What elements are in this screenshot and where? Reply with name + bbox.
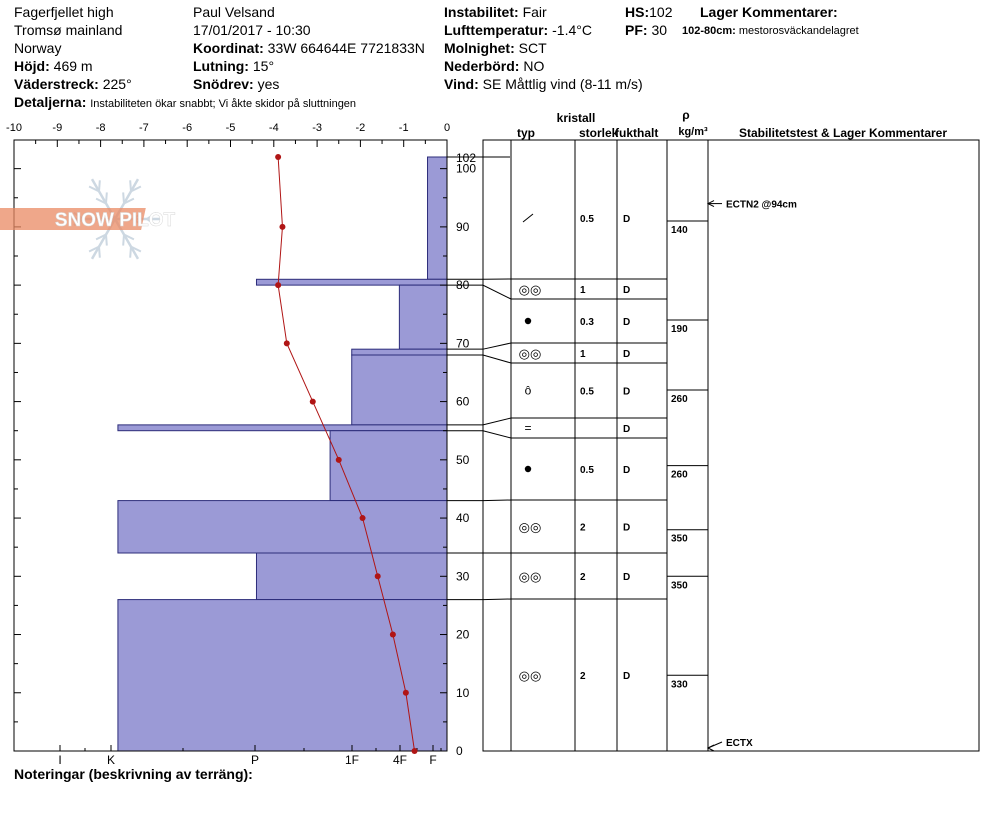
grain-type-newsnow-icon <box>523 214 533 222</box>
stability-test-arrowhead <box>708 745 714 751</box>
stability-test-label: ECTN2 @94cm <box>726 199 797 211</box>
grain-type-melt-form-icon: ◎◎ <box>518 346 542 361</box>
temperature-point <box>275 282 281 288</box>
rho-header: ρ <box>682 108 690 122</box>
density-value: 190 <box>671 324 688 336</box>
hs-value: 102 <box>649 4 673 20</box>
temp-tick-label: -6 <box>182 122 193 134</box>
hardness-bar <box>118 600 447 751</box>
moisture-value: D <box>623 465 631 476</box>
snowflake-branch <box>130 247 131 258</box>
hardness-label: K <box>106 753 116 767</box>
comments-header: Stabilitetstest & Lager Kommentarer <box>738 126 948 140</box>
grain-size-value: 0.5 <box>580 214 594 225</box>
temp-tick-label: -4 <box>268 122 279 134</box>
grain-type-rounded-icon <box>525 318 531 324</box>
details-value: Instabiliteten ökar snabbt; Vi åkte skidor på sluttningen <box>90 98 357 110</box>
layer-connector <box>447 418 511 425</box>
sky-label: Molnighet: <box>444 40 515 56</box>
hs-label: HS: <box>625 4 650 20</box>
location-name: Fagerfjellet high <box>14 4 114 20</box>
snowflake-branch <box>99 180 100 191</box>
density-value: 330 <box>671 679 688 691</box>
temperature-point <box>375 573 381 579</box>
sky-value: SCT <box>518 40 547 56</box>
height-tick-label: 40 <box>456 511 470 526</box>
coordinate-label: Koordinat: <box>193 40 264 56</box>
drift-value: yes <box>257 76 280 92</box>
aspect-label: Väderstreck: <box>14 76 99 92</box>
hardness-label: 4F <box>392 753 408 767</box>
logo-text: SNOW PILOT <box>54 210 176 231</box>
wind-value: SE Måttlig vind (8-11 m/s) <box>482 76 643 92</box>
hardness-label: 1F <box>344 753 360 767</box>
layer-comment-range: 102-80cm: <box>682 25 736 37</box>
airtemp-label: Lufttemperatur: <box>444 22 549 38</box>
snowflake-branch <box>99 247 100 258</box>
layer-connector <box>447 431 511 438</box>
hardness-bar <box>428 157 447 279</box>
hardness-label: F <box>429 753 437 767</box>
grain-type-melt-form-icon: ◎◎ <box>518 519 542 535</box>
type-header: typ <box>517 126 535 140</box>
moisture-value: D <box>623 424 631 435</box>
moisture-value: D <box>623 386 631 398</box>
height-tick-label: 50 <box>456 452 470 467</box>
wind-label: Vind: <box>444 76 479 92</box>
height-tick-label: 10 <box>456 685 470 700</box>
hardness-bar <box>352 355 447 425</box>
moisture-value: D <box>623 572 631 583</box>
hardness-bar <box>256 279 447 285</box>
hardness-bar <box>330 431 447 501</box>
hardness-bar <box>118 425 447 431</box>
temp-tick-label: -3 <box>312 122 322 134</box>
moisture-value: D <box>623 349 631 360</box>
notes-label: Noteringar (beskrivning av terräng): <box>14 766 253 782</box>
observer-name: Paul Velsand <box>193 4 275 20</box>
temp-tick-label: -9 <box>52 122 63 134</box>
snowflake-branch <box>106 192 107 203</box>
moisture-value: D <box>623 317 631 328</box>
precip-value: NO <box>523 58 545 74</box>
moisture-header: fukthalt <box>615 126 659 140</box>
layer-comment-text: mestorosväckandelagret <box>738 25 859 37</box>
grain-size-value: 1 <box>580 285 586 296</box>
temperature-point <box>390 632 396 638</box>
layer-connector <box>447 599 511 600</box>
temp-tick-label: -8 <box>95 122 106 134</box>
height-tick-label: 20 <box>456 627 470 642</box>
grain-size-value: 1 <box>580 349 586 360</box>
temperature-point <box>403 690 409 696</box>
layer-comments-heading: Lager Kommentarer: <box>700 4 838 20</box>
hardness-bar <box>256 553 447 600</box>
grain-size-value: 2 <box>580 522 586 534</box>
size-header: storlek <box>579 126 619 140</box>
density-value: 260 <box>671 393 688 405</box>
elevation-value: 469 m <box>53 58 93 74</box>
stability-test-label: ECTX <box>726 738 753 749</box>
instability-value: Fair <box>522 4 547 20</box>
temp-tick-label: -10 <box>6 122 22 134</box>
temperature-point <box>310 399 316 405</box>
aspect-value: 225° <box>102 76 132 92</box>
grain-size-value: 0.3 <box>580 317 594 328</box>
grain-type-crust-icon: = <box>524 421 532 435</box>
layer-connector <box>447 355 511 363</box>
slope-label: Lutning: <box>193 58 249 74</box>
temp-tick-label: 0 <box>443 122 451 134</box>
grain-size-value: 0.5 <box>580 465 594 476</box>
hardness-bar <box>352 349 447 355</box>
observation-datetime: 17/01/2017 - 10:30 <box>193 22 311 38</box>
instability-label: Instabilitet: <box>444 4 519 20</box>
hardness-label: P <box>250 753 260 767</box>
elevation-label: Höjd: <box>14 58 50 74</box>
temperature-point <box>360 515 366 521</box>
snowflake-branch <box>106 235 107 246</box>
density-value: 260 <box>671 469 688 481</box>
density-value: 350 <box>671 580 688 592</box>
density-value: 140 <box>671 225 688 237</box>
temp-tick-label: -5 <box>225 122 236 134</box>
temp-tick-label: -2 <box>355 122 366 134</box>
hardness-label: I <box>58 753 62 767</box>
temperature-point <box>275 154 281 160</box>
grain-type-faceted-icon: ô <box>524 383 532 398</box>
temp-tick-label: -7 <box>139 122 149 134</box>
hardness-bar <box>118 501 447 553</box>
grain-size-value: 2 <box>580 671 586 682</box>
grain-type-melt-form-icon: ◎◎ <box>518 282 542 297</box>
precip-label: Nederbörd: <box>444 58 520 74</box>
moisture-value: D <box>623 285 631 296</box>
layer-table-frame <box>483 140 979 751</box>
region-name: Tromsø mainland <box>14 22 123 38</box>
snowpilot-logo <box>0 179 176 259</box>
temperature-point <box>284 340 290 346</box>
temperature-point <box>336 457 342 463</box>
height-tick-label: 60 <box>456 394 470 409</box>
height-tick-label: 70 <box>456 336 470 351</box>
density-value: 350 <box>671 533 688 545</box>
airtemp-value: -1.4°C <box>552 22 592 38</box>
grain-type-melt-form-icon: ◎◎ <box>518 668 542 683</box>
height-tick-label: 0 <box>456 744 463 758</box>
hardness-bar <box>399 285 447 349</box>
moisture-value: D <box>623 214 631 225</box>
snowflake-branch <box>130 180 131 191</box>
height-tick-label: 100 <box>456 161 477 176</box>
density-unit-header: kg/m³ <box>678 126 708 138</box>
moisture-value: D <box>623 522 631 534</box>
pf-label: PF: <box>625 22 648 38</box>
grain-size-value: 2 <box>580 572 586 583</box>
height-tick-label: 80 <box>456 278 470 293</box>
height-tick-label: 30 <box>456 569 470 584</box>
snowflake-branch <box>123 192 124 203</box>
moisture-value: D <box>623 671 631 682</box>
grain-type-melt-form-icon: ◎◎ <box>518 569 542 584</box>
grain-type-rounded-icon <box>525 466 531 472</box>
temp-tick-label: -1 <box>398 122 409 134</box>
snowflake-branch <box>123 235 124 246</box>
grain-size-value: 0.5 <box>580 386 594 398</box>
coordinate-value: 33W 664644E 7721833N <box>267 40 425 56</box>
height-top-label: 102 <box>456 151 477 165</box>
pf-value: 30 <box>651 22 668 38</box>
country-name: Norway <box>14 40 62 56</box>
crystal-header: kristall <box>556 111 596 125</box>
drift-label: Snödrev: <box>193 76 254 92</box>
temperature-point <box>279 224 285 230</box>
temperature-point <box>412 748 418 754</box>
details-label: Detaljerna: <box>14 94 87 110</box>
layer-connector <box>447 500 511 501</box>
slope-value: 15° <box>252 58 275 74</box>
height-tick-label: 90 <box>456 219 470 234</box>
